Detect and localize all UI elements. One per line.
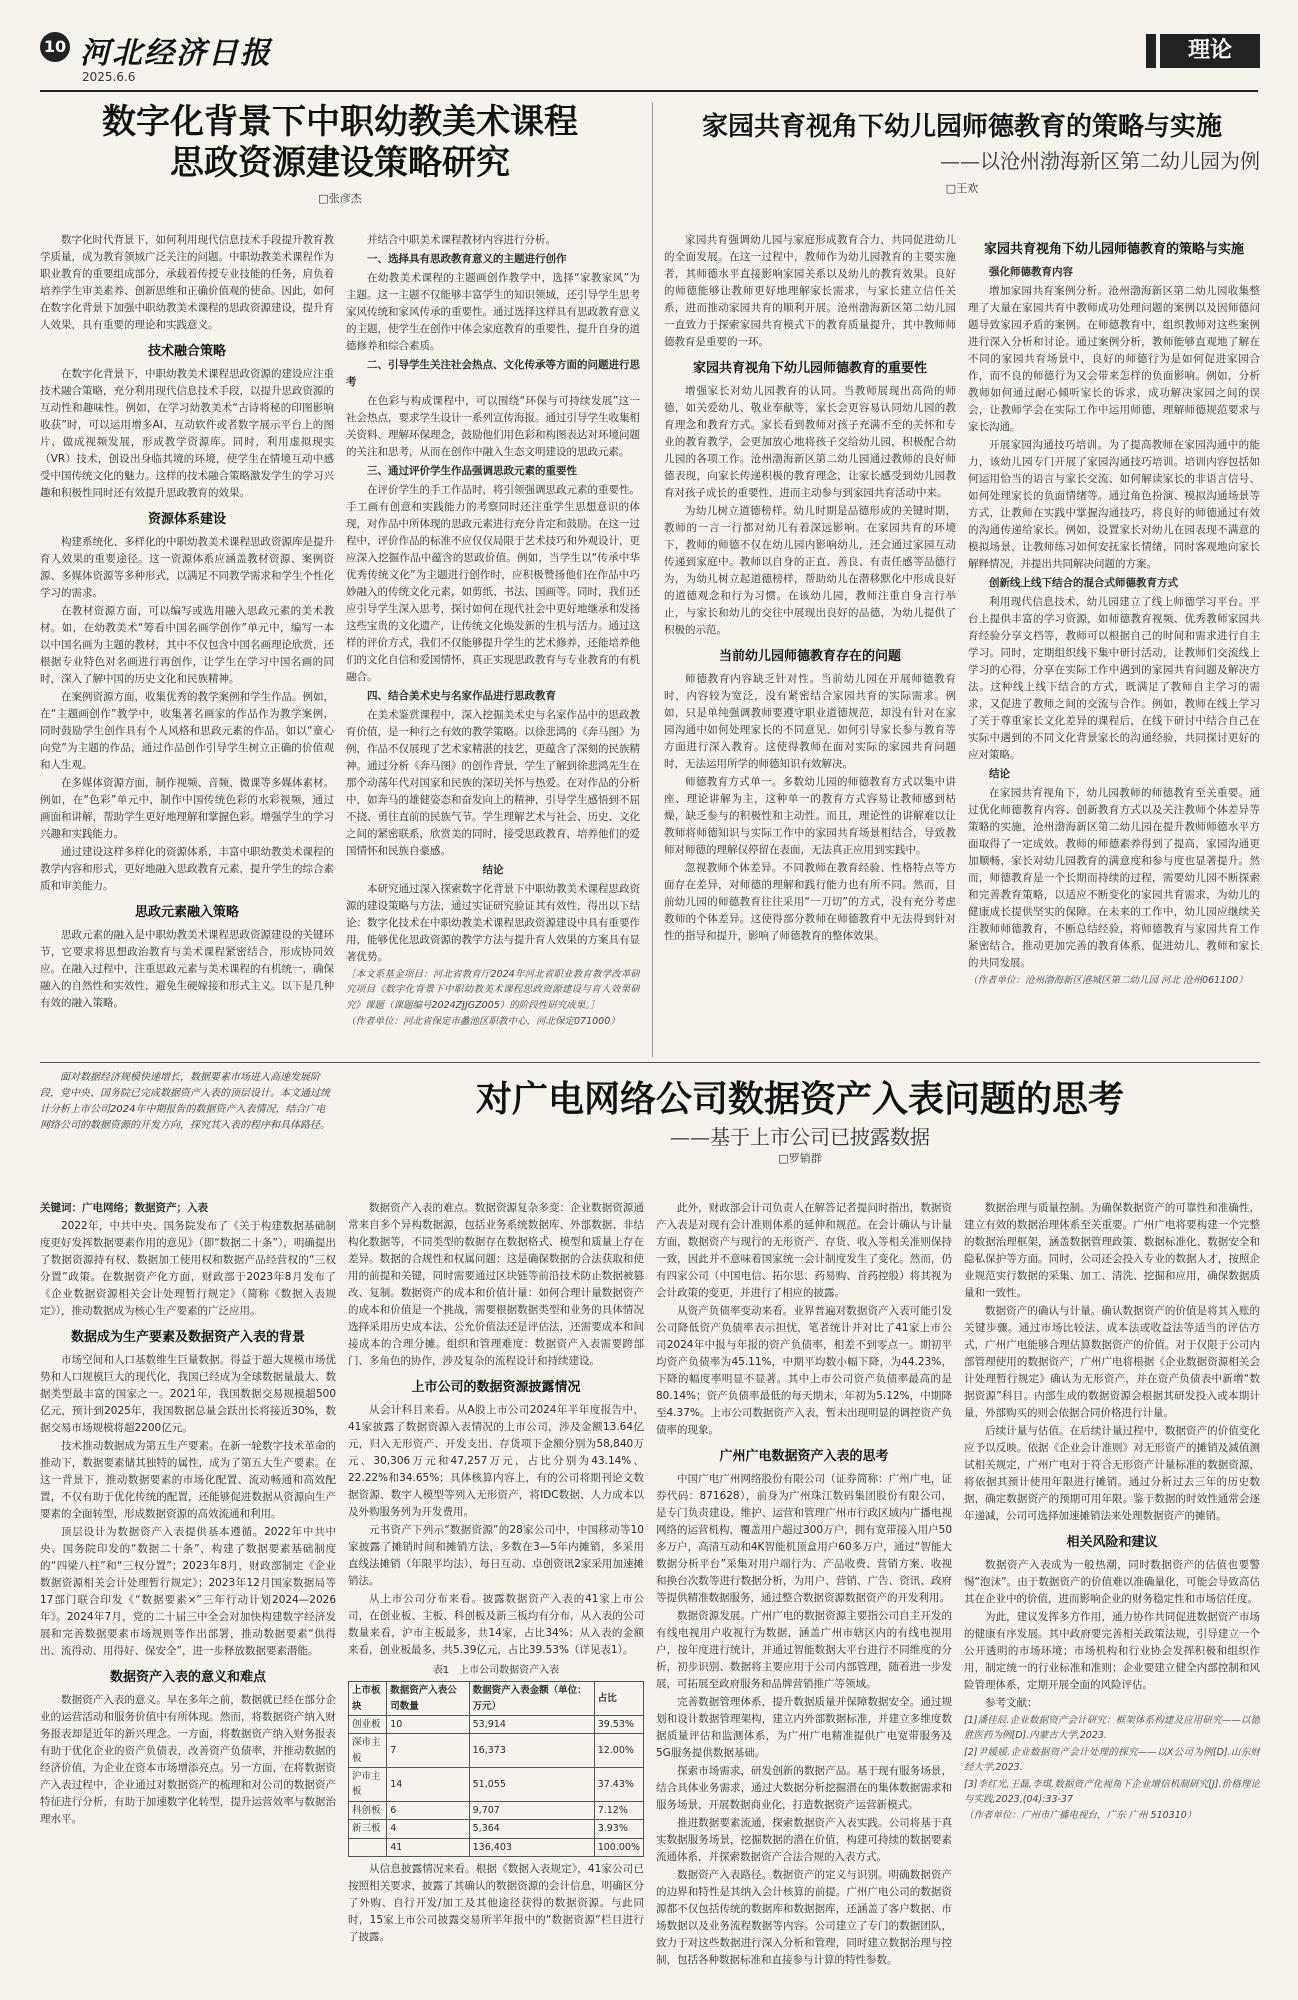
table-cell: 53,914 <box>469 1715 594 1733</box>
article1-paragraph: 在教材资源方面，可以编写或选用融入思政元素的美术教材。如，在幼教美术“筹看中国名画学创作”单元中，编写一本以中国名画为主题的教材，其中不仅包含中国名画理论欣赏，还根据专业特色对名画进行再创作，让学生在学习中国名画的同时，深入了解中国的历史文化和民族精神。 <box>40 605 334 686</box>
article3-column-2 <box>348 1200 644 1990</box>
article3-paragraph: 完善数据管理体系，提升数据质量并保障数据安全。通过规划和设计数据管理架构，建立内外部数据标准，并建立多维度数据质量评估和监测体系，为广州广电精准提供广电宽带服务及5G服务提供数据基础。 <box>656 1696 952 1760</box>
references-title: 参考文献： <box>985 1697 1038 1710</box>
table-cell: 16,373 <box>469 1734 594 1768</box>
article3-column-1 <box>40 1200 336 1990</box>
table-cell: 41 <box>387 1838 469 1856</box>
article2-paragraph: 为幼儿树立道德榜样。幼儿时期是品德形成的关键时期，教师的一言一行都对幼儿有着深远影响。在家园共育的环境下，教师的师德不仅在幼儿园内影响幼儿，还会通过家园互动传递到家庭中。教师以自身的正直、善良、有责任感等品德行为，为幼儿树立起道德榜样，帮助幼儿在潜移默化中形成良好的道德观念和行为习惯。在该幼儿园，教师注重自身言行举止，与家长和幼儿的交往中展现出良好的品德，为幼儿提供了积极的示范。 <box>664 505 956 637</box>
table-cell: 6 <box>387 1801 469 1819</box>
table-row <box>349 1820 644 1838</box>
article3-header <box>340 1078 1260 1166</box>
column-divider <box>652 102 653 1057</box>
table-cell: 7 <box>387 1734 469 1768</box>
article3-title: 对广电网络公司数据资产入表问题的思考 <box>475 1078 1124 1120</box>
table-cell: 新三板 <box>349 1820 387 1838</box>
article1-subheading: 三、通过评价学生作品强调思政元素的重要性 <box>367 465 577 477</box>
article2-section-heading: 当前幼儿园师德教育存在的问题 <box>718 649 901 665</box>
article3-abstract: 面对数据经济规模快速增长，数据要素市场进入高速发展阶段，党中央、国务院已完成数据资产入表的顶层设计。本文通过统计分析上市公司2024年中期报告的数据资产入表情况，结合广电网络公司的数据资源的开发方向，探究其入表的程序和具体路径。 <box>40 1072 330 1131</box>
article1-paragraph: 在案例资源方面，收集优秀的教学案例和学生作品。例如，在“主题画创作”教学中，收集著名画家的作品作为教学案例，同时鼓励学生创作具有个人风格和思政元素的作品，如以“童心向党”为主题的作品，通过作品创作引导学生树立正确的价值观和人生观。 <box>40 691 334 772</box>
article1-byline: □张彦杰 <box>318 191 362 205</box>
article3-paragraph: 数据治理与质量控制。为确保数据资产的可靠性和准确性，建立有效的数据治理体系至关重要。广州广电将要构建一个完整的数据治理框架，涵盖数据管理政策、数据标准化、数据安全和隐私保护等方面。同时，公司还会投入专业的数据人才，按照企业规范实行数据的采集、加工、清洗、挖掘和应用，确保数据质量和一致性。 <box>964 1202 1260 1299</box>
article1-paragraph: 思政元素的融入是中职幼教美术课程思政资源建设的关键环节，它要求将思想政治教育与美术课程紧密结合，形成协同效应。在融入过程中，注重思政元素与美术课程的有机统一，确保融入的自然性和实效性，避免生硬嫁接和形式主义。以下是几种有效的融入策略。 <box>40 929 334 1010</box>
article2-subheading: 结论 <box>989 768 1010 781</box>
article3-paragraph: 数据资产入表路径。数据资产的定义与识别。明确数据资产的边界和特性是其纳入会计核算的前提。广州广电公司的数据资源都不仅包括传统的数据库和数据据库，还涵盖了客户数据、市场数据以及业务流程数据等内容。公司建立了专门的数据团队，致力于对这些数据进行深入分析和管理，同时建立数据治理与控制，包括各种数据标准和直接参与计算的特性参数。 <box>656 1869 952 1967</box>
article2-section-heading: 家园共育视角下幼儿园师德教育的重要性 <box>692 361 927 376</box>
page-number: 10 <box>40 32 70 62</box>
article1-paragraph: 并结合中职美术课程教材内容进行分析。 <box>367 234 556 246</box>
masthead <box>40 28 1260 90</box>
article3-intro: 2022年，中共中央、国务院发布了《关于构建数据基础制度更好发挥数据要素作用的意见》（即“数据二十条”），明确提出了数据资源持有权、数据加工使用权和数据产品经营权的“三权分置”政策。在数据资产化方面，财政部于2023年8月发布了《企业数据资源相关会计处理暂行规定》（简称《数据入表规定》），推动数据成为核心生产要素的广泛应用。 <box>40 1220 336 1317</box>
article3-paragraph: 市场空间和人口基数维生巨量数据。得益于超大规模市场优势和人口规模巨大的现代化，我国已经成为全球数据量最大、数据类型最丰富的国家之一。2021年，我国数据交易规模超500亿元，预计到2025年，我国数据总量会跃出长将接近30%，数据交易市场规模将超2200亿元。 <box>40 1354 336 1435</box>
article3-paragraph: 后续计量与估值。在后续计量过程中，数据资产的价值变化应予以反映。依据《企业会计准则》对无形资产的摊销及减值测试相关规定，广州广电对于符合无形资产计量标准的数据资源，将依据其预计使用年限进行摊销。通过分析过去三年的历史数据，确定数据资产的预期可用年限。鉴于数据的时效性通常会逐年递减，公司可选择加速摊销法来处理数据资产的摊销。 <box>964 1425 1260 1522</box>
article2-subtitle: ——以沧州渤海新区第二幼儿园为例 <box>940 149 1260 174</box>
table-row <box>349 1715 644 1733</box>
article3-paragraph: 数据资产的确认与计量。确认数据资产的价值是将其入账的关键步骤。通过市场比较法、成本法或收益法等适当的评估方式，广州广电能够合理估算数据资产的价值。对于仅限于公司内部管理使用的数据资产，广州广电将根据《企业数据资源相关会计处理暂行规定》确认为无形资产，并在资产负债表中新增“数据资源”科目。内部生成的数据资源会根据其研发投入或本期计量，外部购买的则会依据合同价格进行计量。 <box>964 1305 1260 1419</box>
reference-item: [3]李红光,王磊,李琪.数据资产化视角下企业增信机制研究[J].价格理论与实践,2023,(04):33-37 <box>964 1778 1260 1805</box>
article2-column-1 <box>664 232 956 1054</box>
article3-paragraph: 顶层设计为数据资产入表提供基本遵循。2022年中共中央、国务院印发的“数据二十条”，构建了数据要素基础制度的“四梁八柱”和“三权分置”；2023年8月，财政部制定《企业数据资源相关会计处理暂行规定》；2023年12月国家数据局等17部门联合印发《“数据要素×”三年行动计划2024—2026年》。2024年7月，党的二十届三中全会对加快构建数字经济发展和完善数据要素市场规则等作出部署，推动数据要素“供得出、流得动、用得好、保安全”，进一步释放数据要素潜能。 <box>40 1526 336 1658</box>
article1-subheading: 结论 <box>482 864 504 876</box>
article2-paragraph: 增加家园共育案例分析。沧州渤海新区第二幼儿园收集整理了大量在家园共育中教师成功处理问题的案例以及因师德问题导致家园矛盾的案例。在师德教育中，组织教师对这些案例进行深入分析和讨论。通过案例分析，教师能够直观地了解在不同的家园共育场景中，良好的师德行为是如何促进家园合作，而不良的师德行为又会带来怎样的负面影响。例如，分析教师如何通过耐心倾听家长的诉求，成功解决家园之间的误会，让教师学会在实际工作中运用师德，理解师德规范要求与家长沟通。 <box>968 285 1260 434</box>
article3-paragraph: 此外，财政部会计司负责人在解答记者提问时指出，数据资产入表是对现有会计准则体系的延伸和规范。在会计确认与计量方面，数据资产与现行的无形资产、存货、收入等相关准则保持一致，因此并不意味着国家统一会计制度发生了变化。然而，仍有四家公司（中国电信、拓尔思、药易购、首药控股）将其视为会计政策的变更，并进行了相应的披露。 <box>656 1202 952 1299</box>
article3-paragraph: 从会计科目来看。从A股上市公司2024年半年度报告中，41家披露了数据资源入表情况的上市公司，涉及金额13.64亿元，归入无形资产、开发支出、存货项下金额分别为58,840万元、30,306万元和47,257万元，占比分别为43.14%、22.22%和34.65%；具体核算内容上，有的公司将期刊论文数据资源、数字人模型等列入无形资产，将IDC数据、人力成本以及外购服务列为开发费用。 <box>348 1404 644 1519</box>
article1-subheading: 四、结合美术史与名家作品进行思政教育 <box>367 690 556 702</box>
table-cell: 科创板 <box>349 1801 387 1819</box>
article1-paragraph: 在幼教美术课程的主题画创作教学中，选择“家教家风”为主题。这一主题不仅能够丰富学生的知识领域，还引导学生思考家风传统和家风传承的重要性。通过选择这样具有思政教育意义的主题，使学生在创作中体会家庭教育的重要性，提升自身的道德修养和综合素质。 <box>346 272 640 352</box>
table-cell: 51,055 <box>469 1768 594 1802</box>
article1-paragraph: 构建系统化、多样化的中职幼教美术课程思政资源库是提升育人效果的重要途径。这一资源体系应涵盖教材资源、案例资源、多媒体资源等多种形式，以满足不同教学需求和学生个性化学习的需求。 <box>40 536 334 600</box>
article2-header <box>664 112 1260 196</box>
article3-column-3 <box>656 1200 952 1990</box>
table-row <box>349 1734 644 1768</box>
article1-author-note: （作者单位：河北省保定市蠡池区职教中心，河北保定071000） <box>346 1016 620 1028</box>
article1-subheading: 二、引导学生关注社会热点、文化传承等方面的问题进行思考 <box>346 359 640 388</box>
article1-body <box>40 232 640 1054</box>
table-row <box>349 1801 644 1819</box>
article1-paragraph: 在多媒体资源方面，制作视频、音频、微课等多媒体素材。例如，在“色彩”单元中，制作中国传统色彩的水彩视频，通过画面和讲解，帮助学生更好地理解和掌握色彩。增强学生的学习兴趣和实践能力。 <box>40 777 334 841</box>
article3-paragraph: 从上市公司分布来看。披露数据资产入表的41家上市公司，在创业板、主板、科创板及新三板均有分布，从入表的公司数量来看，沪市主板最多，共14家，占比34%；从入表的金额来看，创业板最多，共5.39亿元，占比39.53%（详见表1）。 <box>348 1593 644 1657</box>
article2-paragraph: 利用现代信息技术，幼儿园建立了线上师德学习平台。平台上提供丰富的学习资源，如师德教育视频、优秀教师家园共育经验分享文档等，教师可以根据自己的时间和需求进行自主学习。同时，定期组织线下集中研讨活动，让教师们交流线上学习的心得，分享在实际工作中遇到的家园共育问题及解决方法。这种线上线下结合的方式，既满足了教师自主学习的需求，又促进了教师之间的交流与合作。例如，教师在线上学习了关于尊重家长文化差异的课程后，在线下研讨中结合自己在实际中遇到的不同文化背景家长的沟通经验，共同探讨更好的应对策略。 <box>968 596 1260 762</box>
article2-paragraph: 师德教育内容缺乏针对性。当前幼儿园在开展师德教育时，内容较为宽泛，没有紧密结合家园共育的实际需求。例如，只是单纯强调教师要遵守职业道德规范，却没有针对在家园沟通中如何处理家长的不同意见、如何引导家长参与教育等方面进行深入教育。这使得教师在面对实际的家园共育问题时，无法运用所学的师德知识有效解决。 <box>664 673 956 771</box>
article3-section-heading: 数据资产入表的意义和难点 <box>109 1670 266 1686</box>
article3-paragraph: 数据资产入表的意义。早在多年之前，数据就已经在部分企业的运营活动和服务价值中有所体现。然而，将数据资产纳入财务报表却是近年的新兴理念。一方面，将数据资产纳入财务报表有助于优化企业的资产负债表，改善资产负债率，并推动数据的经济价值，为企业在资本市场增添亮点。另一方面，在将数据资产入表过程中，企业通过对数据资产的梳理和对公司的数据资产特征进行分析，有助于加速数字化转型，提升运营效率与数据治理水平。 <box>40 1694 336 1826</box>
table-cell: 10 <box>387 1715 469 1733</box>
article2-body <box>664 232 1260 1054</box>
article3-keywords: 关键词：广电网络；数据资产；入表 <box>40 1202 208 1214</box>
table-cell: 深市主板 <box>349 1734 387 1768</box>
article2-section-heading: 家园共育视角下幼儿园师德教育的策略与实施 <box>983 242 1244 257</box>
article1-column-2 <box>346 232 640 1054</box>
table-cell: 沪市主板 <box>349 1768 387 1802</box>
article3-section-heading: 上市公司的数据资源披露情况 <box>411 1380 581 1395</box>
article1-title-line2: 思政资源建设策略研究 <box>170 142 510 183</box>
article1-paragraph: 在评价学生的手工作品时，将引领强调思政元素的重要性。手工画有创意和实践能力的考察同时还注重学生思想意识的体现，对作品中所体现的思政元素进行充分肯定和鼓励。在这一过程中，评价作品的标准不应仅仅局限于艺术技巧和外观设计，更应深入挖掘作品中蕴含的思政价值。例如，当学生以“传承中华优秀传统文化”为主题进行创作时，应积极赞扬他们在作品中巧妙融入的传统文化元素，如剪纸、书法、国画等。同时，我们还应引导学生深入思考，探讨如何在现代社会中更好地继承和发扬这些宝贵的文化遗产，让传统文化焕发新的生机与活力。通过这样的评价方式，我们不仅能够提升学生的艺术修养，还能培养他们的文化自信和爱国情怀，真正实现思政教育与专业教育的有机融合。 <box>346 484 640 683</box>
table-cell: 4 <box>387 1820 469 1838</box>
article2-paragraph: 忽视教师个体差异。不同教师在教育经验、性格特点等方面存在差异，对师德的理解和践行能力也有所不同。然而，目前幼儿园的师德教育往往采用“一刀切”的方式，没有充分考虑教师的个体差异。这使得部分教师在师德教育中无法得到针对性的指导和提升，影响了师德教育的整体效果。 <box>664 862 956 943</box>
table-header-row <box>349 1682 644 1716</box>
table-cell: 136,403 <box>469 1838 594 1856</box>
article3-byline: □罗销群 <box>778 1152 822 1166</box>
reference-item: [2]尹媛媛.企业数据资产会计处理的探究——以X公司为例[D].山东财经大学,2023. <box>964 1746 1260 1774</box>
article2-byline: □王欢 <box>945 182 979 196</box>
table-header-cell: 占比 <box>594 1682 643 1716</box>
table-cell: 14 <box>387 1768 469 1802</box>
masthead-rule <box>40 90 1258 92</box>
article3-section-heading: 广州广电数据资产入表的思考 <box>719 1449 889 1464</box>
table-caption: 表1 上市公司数据资产入表 <box>432 1665 560 1677</box>
section-tag: 理论 <box>1160 34 1260 68</box>
article3-paragraph: 探索市场需求，研发创新的数据产品。基于现有服务场景，结合具体业务需求，通过大数据分析挖掘潜在的集体数据需求和服务场景，开展数据商业化，打造数据资产运营新模式。 <box>656 1765 952 1812</box>
table-cell: 创业板 <box>349 1715 387 1733</box>
table-header-cell: 数据资产入表公司数量 <box>387 1682 469 1716</box>
newspaper-name: 河北经济日报 <box>80 36 272 71</box>
article3-paragraph: 元书资产下列示“数据资源”的28家公司中，中国移动等10家披露了摊销时间和摊销方法，多数在3—5年内摊销，多采用直线法摊销（年限平均法），每日互动、卓创资讯2家采用加速摊销法。 <box>348 1524 644 1588</box>
data-asset-table <box>348 1663 644 1857</box>
article3-column-4 <box>964 1200 1260 1990</box>
article3-paragraph: 推进数据要素流通，探索数据资产入表实践。公司将基于真实数据服务场景，挖掘数据的潜在价值，构建可持续的数据要素流通体系，并探索数据资产合法合规的入表方式。 <box>656 1817 952 1864</box>
article1-section-heading: 资源体系建设 <box>147 512 226 528</box>
table-header-cell: 上市板块 <box>349 1682 387 1716</box>
article1-section-heading: 技术融合策略 <box>147 344 226 359</box>
article1-fund-note: ［本文系基金项目：河北省教育厅2024年河北省职业教育教学改革研究项目《数字化背景下中职幼教美术课程思政资源建设与育人效果研究》课题（课题编号2024ZJJGZ005）的阶段性研究成果。］ <box>346 969 640 1011</box>
reference-item: [1]潘佳辰.企业数据资产会计研究：框架体系构建及应用研究——以德胜医药为例[D].内蒙古大学,2023. <box>964 1715 1260 1742</box>
article1-paragraph: 通过建设这样多样化的资源体系，丰富中职幼教美术课程的教学内容和形式，更好地融入思政教育元素，提升学生的综合素质和审美能力。 <box>40 846 334 893</box>
article3-body <box>40 1200 1260 1990</box>
article3-author-note: （作者单位：广州市广播电视台，广东 广州 510310） <box>964 1810 1197 1822</box>
article3-paragraph: 数据资源发展。广州广电的数据资源主要指公司自主开发的有线电视用户收视行为数据，涵盖广州市辖区内的有线电视用户，按年度进行统计，并通过智能数据大平台进行不同维度的分析，初步识别、数据将主要应用于公司内部管理，随着进一步发展，可拓展至政府服务和品牌营销推广等领域。 <box>656 1610 952 1691</box>
table-cell <box>349 1838 387 1856</box>
article1-paragraph: 在色彩与构成课程中，可以围绕“环保与可持续发展”这一社会热点，要求学生设计一系列宣传海报。通过引导学生收集相关资料、理解环保理念，鼓励他们用色彩和构图表达对环境问题的关注和思考，从而在创作中融入生态文明建设的思政元素。 <box>346 395 640 458</box>
article3-paragraph: 从信息披露情况来看。根据《数据入表规定》，41家公司已按照相关要求，披露了其确认的数据资源的会计信息，明确区分了外购、自行开发/加工及其他途径获得的数据资源。与此同时，15家上市公司披露交易所半年报中的“数据资源”栏目进行了披露。 <box>348 1862 644 1943</box>
article1-subheading: 一、选择具有思政教育意义的主题进行创作 <box>367 253 567 265</box>
section-divider <box>40 1062 1260 1063</box>
article2-paragraph: 师德教育方式单一。多数幼儿园的师德教育方式以集中讲座、理论讲解为主，这种单一的教育方式容易让教师感到枯燥，缺乏参与的积极性和主动性。而且，理论性的讲解难以让教师将师德知识与实际工作中的家园共育场景相结合，导致教师对师德的理解仅停留在表面，无法真正应用到实践中。 <box>664 776 956 857</box>
article3-paragraph: 中国广电广州网络股份有限公司（证券简称：广州广电，证券代码：871628），前身为广州珠江数码集团股份有限公司，是专门负责建设、维护、运营和管理广州市行政区域内广播电视网络的运营机构，覆盖用户超过300万户，拥有宽带接入用户50多万户，高清互动和4K智能机顶盒用户60多万户，通过“智能大数据分析平台”采集对用户端行为、产品收费、营销方案、收视和换台次数等进行数据分析，为用户、营销、广告、资讯、政府等提供精准数据服务，通过整合数据资源数据资产的开发利用。 <box>656 1473 952 1605</box>
article3-paragraph: 技术推动数据成为第五生产要素。在新一轮数字技术革命的推动下，数据要素储其独特的属性，成为了第五大生产要素。在这一背景下，推动数据要素的市场化配置、流动畅通和高效配置，不仅有助于优化传统的配置，还能够促进数据从资源向生产要素的全面转型，形成数据资源的高效流通和利用。 <box>40 1440 336 1521</box>
article3-abstract-box <box>40 1070 330 1134</box>
table-header-cell: 数据资产入表金额（单位：万元） <box>469 1682 594 1716</box>
table-cell: 7.12% <box>594 1801 643 1819</box>
article2-subheading: 创新线上线下结合的混合式师德教育方式 <box>989 577 1178 590</box>
article2-author-note: （作者单位：沧州渤海新区港城区第二幼儿园 河北 沧州061100） <box>968 975 1248 987</box>
article2-paragraph: 在家园共育视角下，幼儿园教师的师德教育至关重要。通过优化师德教育内容、创新教育方式以及关注教师个体差异等策略的实施，沧州渤海新区第二幼儿园在提升教师师德水平方面取得了一定成效。教师的师德素养得到了提高，家园沟通更加顺畅，家长对幼儿园教育的满意度和参与度也显著提升。然而，师德教育是一个长期而持续的过程，需要幼儿园不断探索和完善教育策略，以适应不断变化的家园共育需求，为幼儿的健康成长提供坚实的保障。在未来的工作中，幼儿园应继续关注教师师德教育，不断总结经验，将师德教育与家园共育工作紧密结合，推动更加完善的教育体系，促进幼儿、教师和家长的共同发展。 <box>968 787 1260 970</box>
article3-subtitle: ——基于上市公司已披露数据 <box>670 1125 930 1150</box>
article2-subheading: 强化师德教育内容 <box>989 266 1073 279</box>
table-cell: 12.00% <box>594 1734 643 1768</box>
article1-paragraph: 在美术鉴赏课程中，深入挖掘美术史与名家作品中的思政教育价值，是一种行之有效的教学策略。以徐悲鸿的《奔马图》为例，作品不仅展现了艺术家精湛的技艺，更蕴含了深刻的民族精神。通过分析《奔马图》的创作背景，学生了解到徐悲鸿先生在那个动荡年代对国家和民族的深切关怀与热爱。在对作品的分析中，如奔马的雄健姿态和奋发向上的精神，引导学生感悟到不屈不挠、勇往直前的民族气节。学生理解艺术与社会、历史、文化之间的紧密联系，欣赏美的同时，接受思政教育，培养他们的爱国情怀和民族自豪感。 <box>346 709 640 857</box>
article1-section-heading: 思政元素融入策略 <box>134 905 239 921</box>
article3-paragraph: 为此，建议发挥多方作用，通力协作共同促进数据资产市场的健康有序发展。其中政府要完善相关政策法规，引导建立一个公开透明的市场环境；市场机构和行业协会发挥积极和组织作用，制定统一的行业标准和准则；企业要建立健全内部控制和风险管理体系，定期开展全面的风险评估。 <box>964 1611 1260 1692</box>
article1-intro: 数字化时代背景下，如何利用现代信息技术手段提升教育教学质量，成为教育领域广泛关注的问题。中职幼教美术课程作为职业教育的重要组成部分，承载着传授专业技能的任务，肩负着培养学生审美素养、创新思维和正确价值观的使命。因此，如何在数字化背景下加强中职幼教美术课程的思政资源建设，提升育人效果，具有重要的理论和实践意义。 <box>40 234 334 331</box>
article1-paragraph: 本研究通过深入探索数字化背景下中职幼教美术课程思政资源的建设策略与方法，通过实证研究验证其有效性，得出以下结论：数字化技术在中职幼教美术课程思政资源建设中具有重要作用，能够优化思政资源的教学方法与提升育人效果的方案具有显著优势。 <box>346 883 640 963</box>
issue-date: 2025.6.6 <box>82 70 136 84</box>
article1-column-1 <box>40 232 334 1054</box>
article3-paragraph: 数据资产入表成为一般热潮，同时数据资产的估值也要警惕“泡沫”。由于数据资产的价值难以准确量化，可能会导致高估其在企业中的价值，进而影响企业的财务稳定性和市场信任度。 <box>964 1559 1260 1606</box>
article2-paragraph: 开展家园沟通技巧培训。为了提高教师在家园沟通中的能力，该幼儿园专门开展了家园沟通技巧培训。培训内容包括如何运用恰当的语言与家长交流、如何解读家长的非语言信号、如何处理家长的负面情绪等。通过角色扮演、模拟沟通场景等方式，让教师在实践中掌握沟通技巧，将良好的师德通过有效的沟通传递给家长。例如，设置家长对幼儿在园表现不满意的模拟场景，让教师练习如何安抚家长情绪，同时客观地向家长解释情况，并提出共同解决问题的方案。 <box>968 439 1260 571</box>
article3-paragraph: 从资产负债率变动来看。业界普遍对数据资产入表可能引发公司降低资产负债率表示担忧，笔者统计并对比了41家上市公司2024年中报与年报的资产负债率，相差不到零点一。期初平均资产负债率为45.11%，中期平均数小幅下降，为44.23%，下降的幅度率明显不显著。其中上市公司资产负债率最高的是80.14%；资产负债率最低的每天期末，年初为5.12%，中期降至4.37%。上市公司数据资产入表，暂未出现明显的调控资产负债率的现象。 <box>656 1305 952 1436</box>
article1-title-line1: 数字化背景下中职幼教美术课程 <box>102 102 578 142</box>
article3-paragraph: 数据资产入表的难点。数据资源复杂多变：企业数据资源通常来自多个异构数据源，包括业务系统数据库、外部数据、非结构化数据等，不同类型的数据存在数据格式、模型和质量上存在差异。数据的合规性和权属问题：这是确保数据的合法获取和使用的前提和关键，同时需要通过区块链等前沿技术防止数据被篡改、复制。数据资产的成本和价值计量：如何合理计量数据资产的成本和价值是一个挑战，需要根据数据类型和业务的具体情况选择采用历史成本法、公允价值法还是评估法，还需要成本和间接成本的合理分摊。组织和管理难度：数据资产入表需要跨部门、多角色的协作，涉及复杂的流程设计和持续建设。 <box>348 1202 644 1367</box>
article3-section-heading: 数据成为生产要素及数据资产入表的背景 <box>70 1330 305 1345</box>
table-row <box>349 1838 644 1856</box>
table-row <box>349 1768 644 1802</box>
article1-header <box>40 102 640 206</box>
article2-title: 家园共育视角下幼儿园师德教育的策略与实施 <box>701 112 1222 142</box>
article1-paragraph: 在数字化背景下，中职幼教美术课程思政资源的建设应注重技术融合策略，充分利用现代信息技术手段，以提升思政资源的互动性和趣味性。例如，在学习幼教美术“古诗将秘的印图影响收获”时，可以运用增多AI、互动软件或者数字展示平台上的图片，做成视频发展，形成教学资源库。同时，利用虚拟现实（VR）技术，创设出身临其境的环境，使学生在情境互动中感受中国传统文化的魅力。这样的技术融合策略激发学生的学习兴趣和积极性同时还有效提升思政教育的效果。 <box>40 368 334 500</box>
table-cell: 5,364 <box>469 1820 594 1838</box>
article2-intro: 家园共育强调幼儿园与家庭形成教育合力，共同促进幼儿的全面发展。在这一过程中，教师作为幼儿园教育的主要实施者，其师德水平直接影响家园关系以及幼儿的教育效果。良好的师德能够让教师更好地理解家长需求，与家长建立信任关系，进而推动家园共育的顺利开展。沧州渤海新区第二幼儿园一直致力于探索家园共育模式下的教育质量提升，其中教师师德教育是重要的一环。 <box>664 234 956 348</box>
table-cell: 39.53% <box>594 1715 643 1733</box>
article3-section-heading: 相关风险和建议 <box>1066 1535 1158 1550</box>
table-cell: 9,707 <box>469 1801 594 1819</box>
table-cell: 37.43% <box>594 1768 643 1802</box>
article2-column-2 <box>968 232 1260 1054</box>
table-cell: 100.00% <box>594 1838 643 1856</box>
article2-paragraph: 增强家长对幼儿园教育的认同。当教师展现出高尚的师德，如关爱幼儿、敬业奉献等，家长会更容易认同幼儿园的教育理念和教育方式。家长看到教师对孩子充满不至的关怀和专业的教育教学，会更加放心地将孩子交给幼儿园，积极配合幼儿园的各项工作。沧州渤海新区第二幼儿园通过教师的良好师德表现，向家长传递积极的教育理念，让家长感受到幼儿园教育对孩子成长的重要性，进而主动参与到家园共育活动中来。 <box>664 385 956 500</box>
table-cell: 3.93% <box>594 1820 643 1838</box>
